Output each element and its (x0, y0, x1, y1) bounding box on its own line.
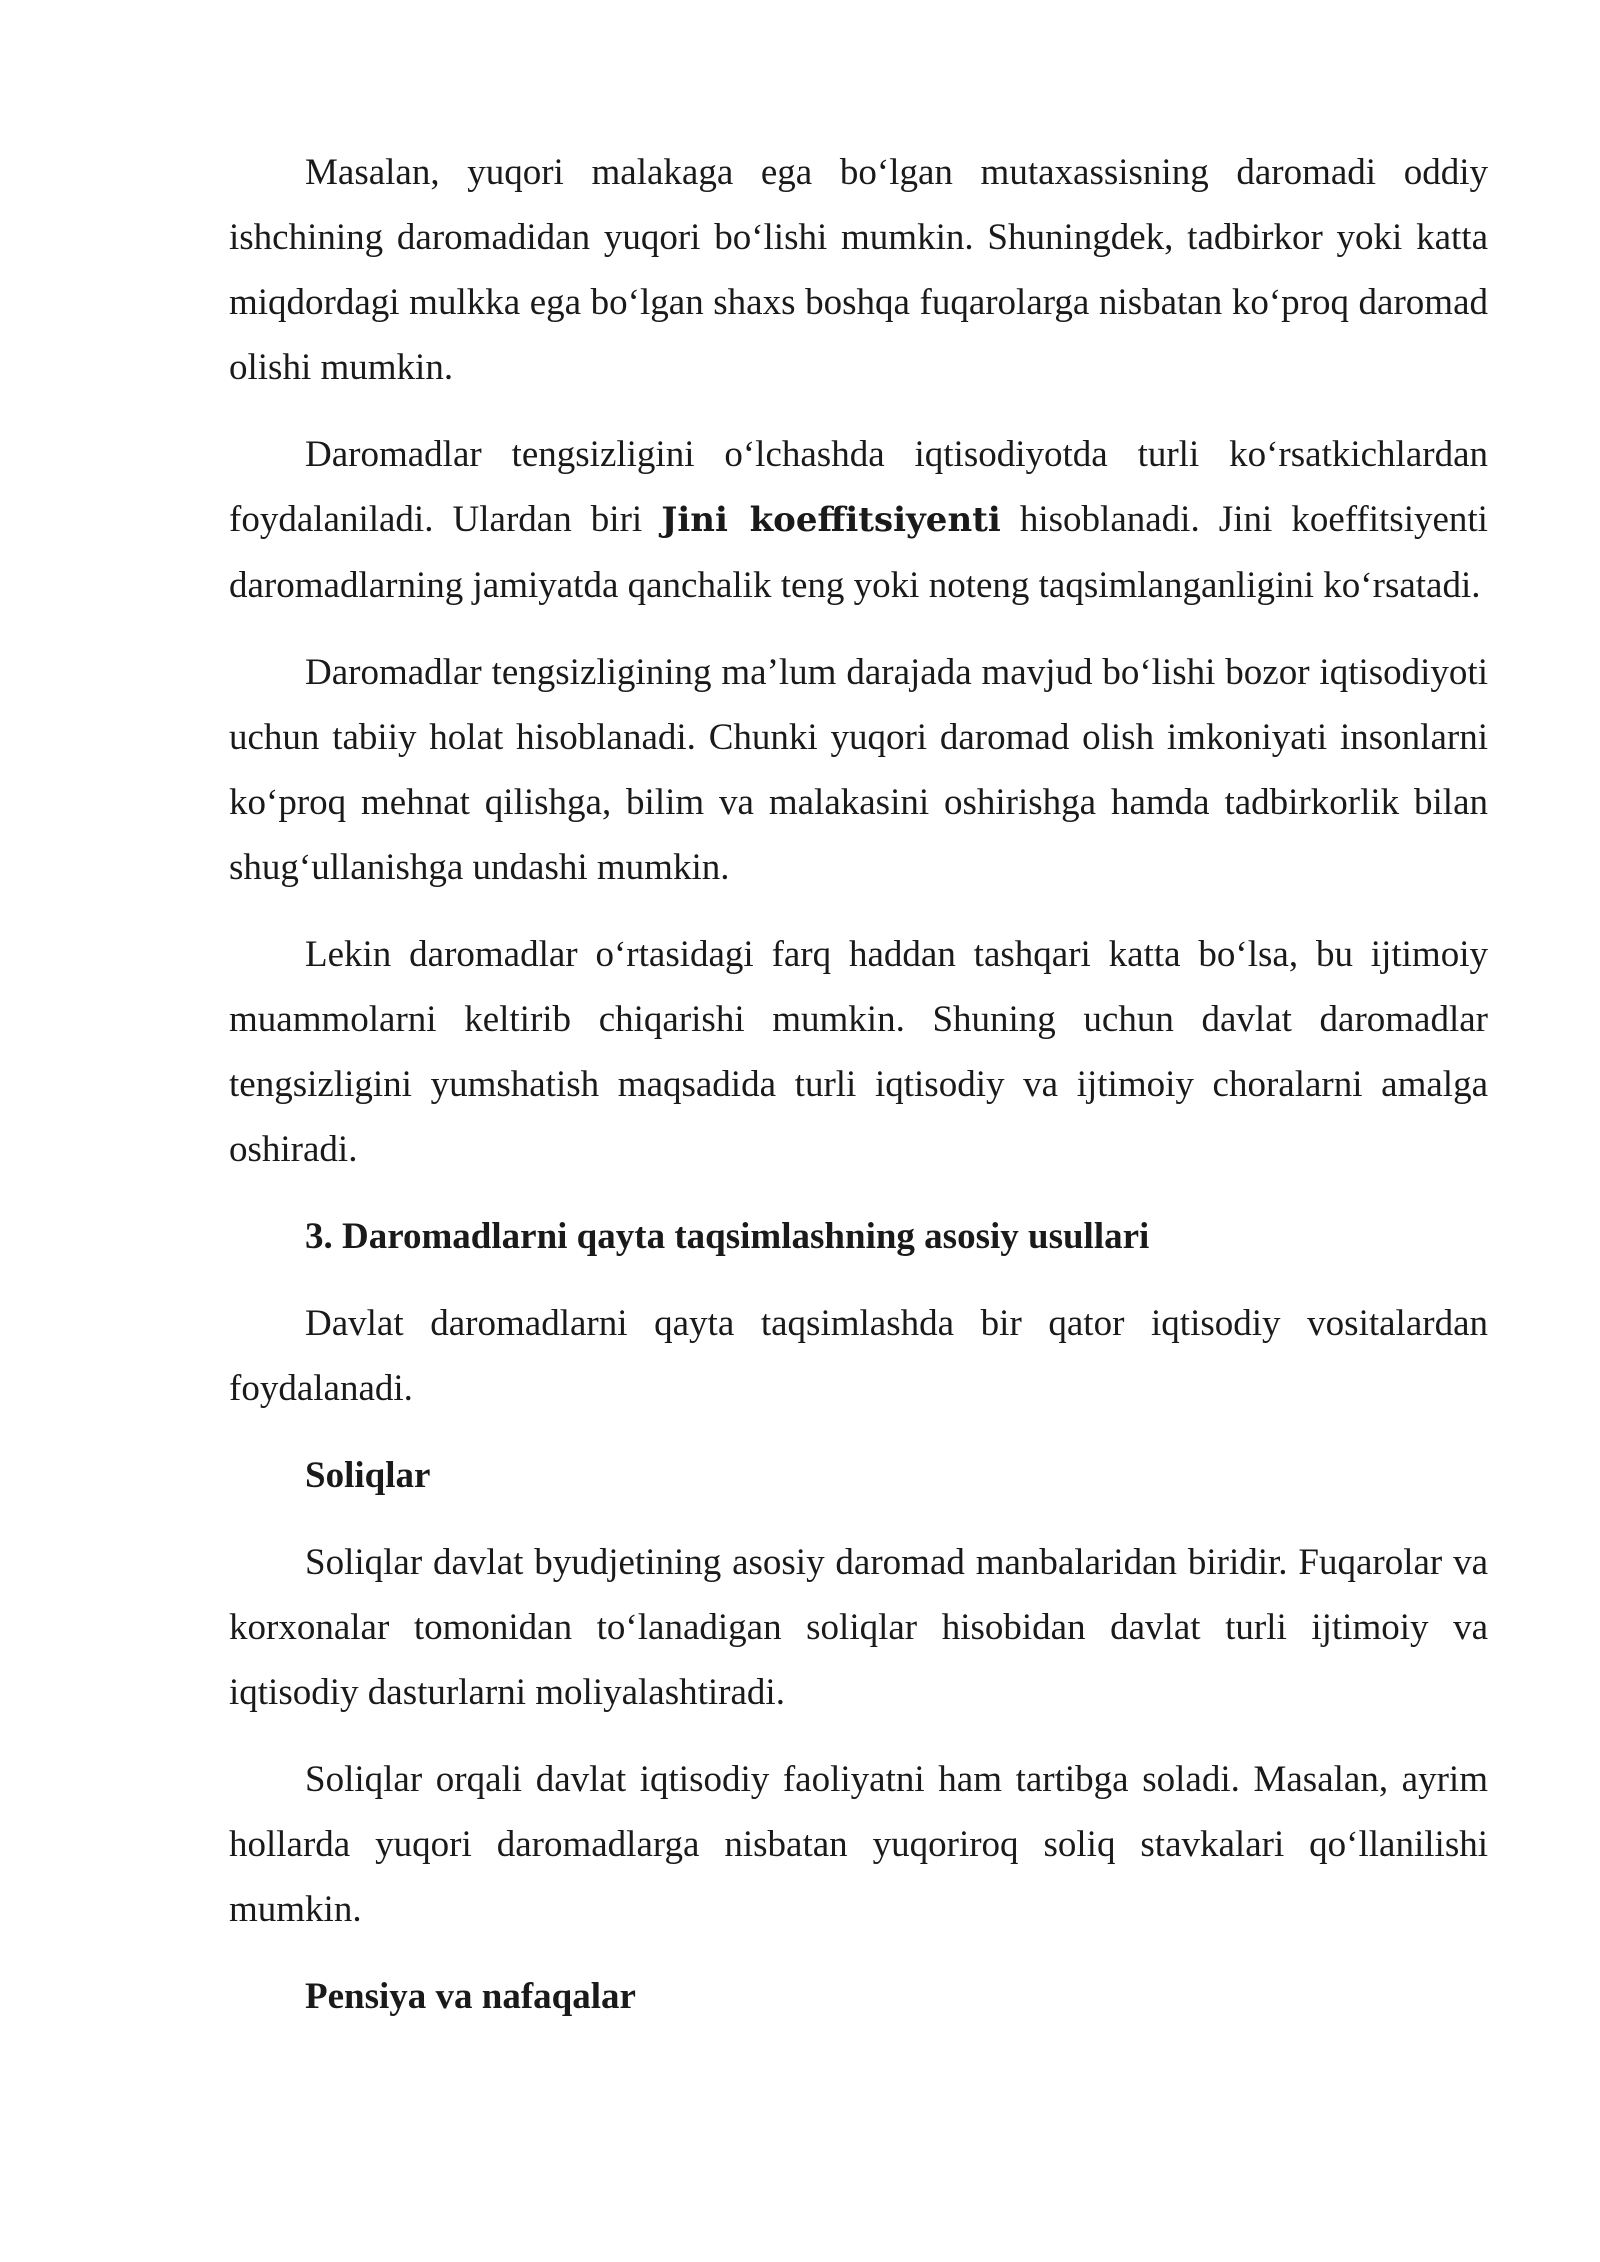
subheading-soliqlar: Soliqlar (305, 1455, 431, 1496)
paragraph-economic-tools: Davlat daromadlarni qayta taqsimlashda bir qator iqtisodiy vositalardan foydalanadi. (229, 1303, 1488, 1409)
paragraph-inequality-natural: Daromadlar tengsizligining ma’lum darajada mavjud bo‘lishi bozor iqtisodiyoti uchun tabiiy holat hisoblanadi. Chunki yuqori daromad olish imkoniyati insonlarni ko‘proq mehnat qilishga, bilim va malakasini oshirishga hamda tadbirkorlik bilan shug‘ullanishga undashi mumkin. (229, 652, 1488, 888)
paragraph-text: Daromadlar tengsizligini o‘lchashda iqtisodiyotda turli ko‘rsatkichlardan foydalaniladi. Ulardan biri (229, 434, 1488, 540)
paragraph-social-problems: Lekin daromadlar o‘rtasidagi farq haddan tashqari katta bo‘lsa, bu ijtimoiy muammolarni keltirib chiqarishi mumkin. Shuning uchun davlat daromadlar tengsizligini yumshatish maqsadida turli iqtisodiy va ijtimoiy choralarni amalga oshiradi. (229, 934, 1488, 1170)
paragraph-text: hisoblanadi. Jini koeffitsiyenti daromadlarning jamiyatda qanchalik teng yoki noteng taqsimlanganligini ko‘rsatadi. (229, 499, 1488, 606)
paragraph-gini-measurement (229, 422, 1488, 618)
document-page (229, 140, 1488, 2051)
subheading-pensiya-nafaqalar: Pensiya va nafaqalar (305, 1976, 636, 2017)
paragraph-income-example: Masalan, yuqori malakaga ega bo‘lgan mutaxassisning daromadi oddiy ishchining daromadidan yuqori bo‘lishi mumkin. Shuningdek, tadbirkor yoki katta miqdordagi mulkka ega bo‘lgan shaxs boshqa fuqarolarga nisbatan ko‘proq daromad olishi mumkin. (229, 152, 1488, 388)
gini-coefficient-term: Jini koeffitsiyenti (661, 500, 1001, 540)
section-heading-redistribution-methods: 3. Daromadlarni qayta taqsimlashning asosiy usullari (305, 1216, 1150, 1257)
paragraph-taxes-regulation: Soliqlar orqali davlat iqtisodiy faoliyatni ham tartibga soladi. Masalan, ayrim hollarda yuqori daromadlarga nisbatan yuqoriroq soliq stavkalari qo‘llanilishi mumkin. (229, 1759, 1488, 1930)
paragraph-taxes-budget: Soliqlar davlat byudjetining asosiy daromad manbalaridan biridir. Fuqarolar va korxonalar tomonidan to‘lanadigan soliqlar hisobidan davlat turli ijtimoiy va iqtisodiy dasturlarni moliyalashtiradi. (229, 1542, 1488, 1713)
